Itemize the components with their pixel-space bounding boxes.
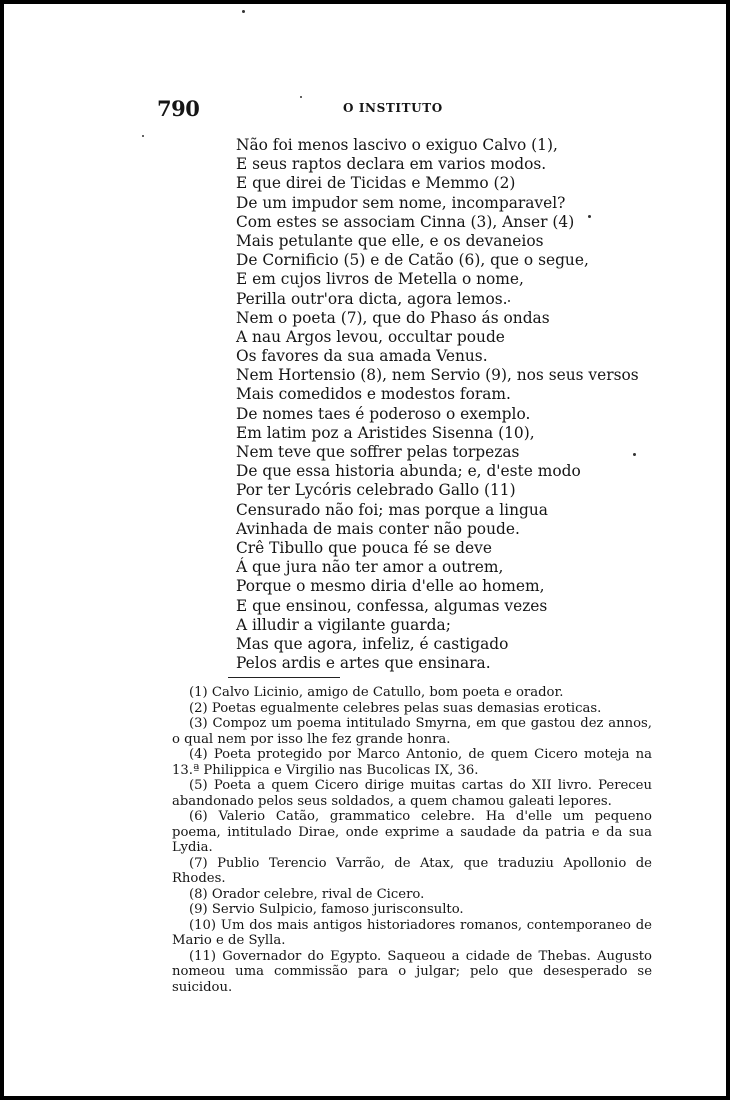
verse-line: Porque o mesmo diria d'elle ao homem, [236, 577, 545, 596]
footnote-marker: (4) [189, 747, 208, 762]
scan-speck [633, 453, 636, 456]
verse-line: Não foi menos lascivo o exiguo Calvo (1), [236, 136, 558, 154]
footnote-marker: (8) [189, 886, 208, 902]
footnote [172, 856, 652, 887]
footnote [172, 809, 652, 856]
verse-line: E que ensinou, confessa, algumas vezes [236, 596, 548, 615]
footnote [172, 778, 652, 809]
footnote [172, 701, 652, 717]
footnote-marker: (1) [189, 685, 208, 700]
verse-line: Pelos ardis e artes que ensinara. [236, 654, 491, 673]
verse-line: Nem o poeta (7), que do Phaso ás ondas [236, 308, 550, 327]
verse-line: De que essa historia abunda; e, d'este modo [236, 462, 581, 481]
verse-line: Nem teve que soffrer pelas torpezas [236, 443, 520, 461]
scan-speck [242, 10, 245, 13]
verse-line: Nem Hortensio (8), nem Servio (9), nos seus versos [236, 366, 639, 385]
footnote [172, 902, 652, 918]
running-title: O INSTITUTO [343, 101, 443, 115]
footnotes [172, 685, 652, 995]
footnote [172, 949, 652, 996]
footnote-marker: (5) [189, 778, 208, 793]
scan-speck [142, 135, 144, 137]
scan-speck [588, 215, 591, 218]
footnote-text: Poeta a quem Cicero dirige muitas cartas do XII livro. Pereceu abandonado pelos seus soldados, a quem chamou galeati lepores. [172, 778, 652, 809]
page-number: 790 [157, 96, 200, 121]
verse-line: Mas que agora, infeliz, é castigado [236, 634, 509, 653]
verse-line: A illudir a vigilante guarda; [236, 615, 451, 634]
footnote-separator [228, 677, 340, 678]
footnote-text: Publio Terencio Varrão, de Atax, que traduziu Apollonio de Rhodes. [172, 855, 652, 886]
footnote [172, 887, 652, 903]
verse-line: A nau Argos levou, occultar poude [236, 327, 505, 346]
verse-line: Os favores da sua amada Venus. [236, 347, 488, 366]
poem-block [236, 136, 639, 673]
verse-line: Perilla outr'ora dicta, agora lemos. [236, 289, 508, 308]
verse-line: De Cornificio (5) e de Catão (6), que o segue, [236, 251, 589, 270]
footnote [172, 918, 652, 949]
footnote-text: Poetas egualmente celebres pelas suas demasias eroticas. [211, 700, 602, 716]
footnote-marker: (11) [189, 948, 217, 964]
footnote-marker: (2) [189, 700, 208, 716]
footnote-text: Governador do Egypto. Saqueou a cidade de Thebas. Augusto nomeou uma commissão para o julgar; pelo que desesperado se suicidou. [172, 948, 652, 995]
book-page [4, 4, 726, 1096]
footnote [172, 716, 652, 747]
verse-line: E seus raptos declara em varios modos. [236, 155, 547, 174]
verse-line: Avinhada de mais conter não poude. [236, 519, 520, 538]
verse-line: Crê Tibullo que pouca fé se deve [236, 538, 492, 557]
footnote-marker: (3) [189, 716, 208, 731]
footnote [172, 685, 652, 701]
verse-line: Mais petulante que elle, e os devaneios [236, 231, 544, 250]
footnote-marker: (10) [189, 917, 217, 933]
footnote-marker: (9) [189, 902, 208, 917]
footnote [172, 747, 652, 778]
verse-line: Mais comedidos e modestos foram. [236, 385, 511, 404]
verse-line: E em cujos livros de Metella o nome, [236, 270, 524, 289]
verse-line: Á que jura não ter amor a outrem, [236, 558, 504, 577]
verse-line: Com estes se associam Cinna (3), Anser (4) [236, 212, 575, 231]
footnote-marker: (7) [189, 855, 208, 871]
footnote-text: Valerio Catão, grammatico celebre. Ha d'elle um pequeno poema, intitulado Dirae, onde exprime a saudade da patria e da sua Lydia. [172, 809, 652, 855]
verse-line: Censurado não foi; mas porque a lingua [236, 500, 548, 519]
scan-speck [300, 96, 302, 98]
verse-line: De nomes taes é poderoso o exemplo. [236, 404, 531, 423]
footnote-text: Calvo Licinio, amigo de Catullo, bom poeta e orador. [211, 685, 564, 700]
footnote-text: Servio Sulpicio, famoso jurisconsulto. [211, 902, 464, 917]
footnote-text: Um dos mais antigos historiadores romanos, contemporaneo de Mario e de Sylla. [172, 917, 652, 948]
scan-speck [508, 300, 510, 302]
footnote-text: Compoz um poema intitulado Smyrna, em que gastou dez annos, o qual nem por isso lhe fez grande honra. [172, 716, 652, 747]
verse-line: Por ter Lycóris celebrado Gallo (11) [236, 481, 516, 500]
verse-line: De um impudor sem nome, incomparavel? [236, 193, 566, 212]
footnote-text: Orador celebre, rival de Cicero. [211, 886, 425, 902]
footnote-text: Poeta protegido por Marco Antonio, de quem Cicero moteja na 13.ª Philippica e Virgilio nas Bucolicas IX, 36. [172, 747, 652, 778]
footnote-marker: (6) [189, 809, 208, 824]
verse-line: Em latim poz a Aristides Sisenna (10), [236, 423, 535, 442]
verse-line: E que direi de Ticidas e Memmo (2) [236, 174, 516, 193]
